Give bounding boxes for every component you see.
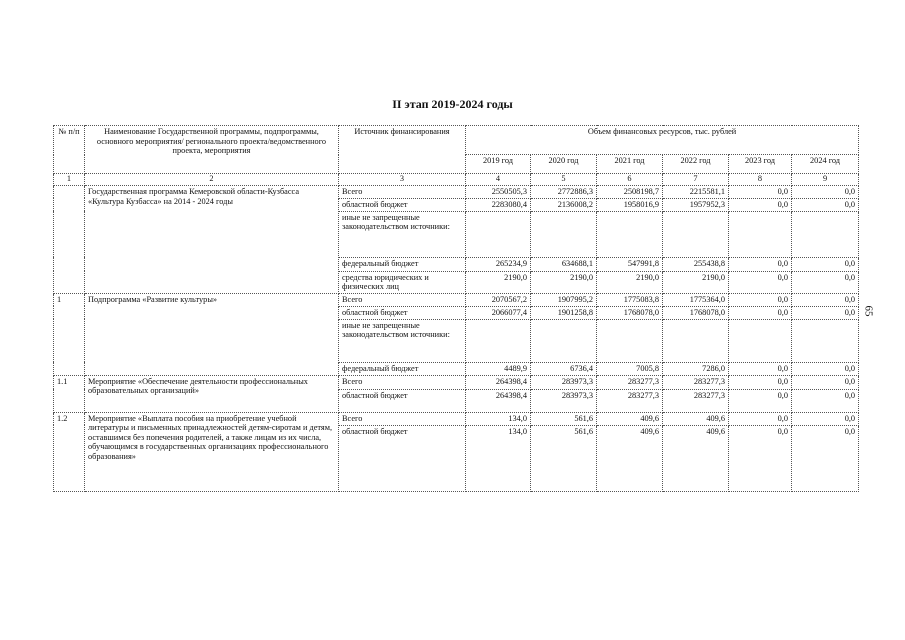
amount-cell [663, 319, 729, 362]
column-number: 1 [54, 174, 85, 186]
column-number: 2 [85, 174, 339, 186]
amount-cell: 2283080,4 [466, 198, 531, 211]
amount-cell: 409,6 [597, 425, 663, 491]
amount-cell: 2070567,2 [466, 293, 531, 306]
amount-cell: 264398,4 [466, 389, 531, 412]
funding-source: областной бюджет [339, 198, 466, 211]
amount-cell: 0,0 [792, 389, 859, 412]
amount-cell: 134,0 [466, 412, 531, 425]
funding-source: иные не запрещенные законодательством источники: [339, 211, 466, 257]
amount-cell: 561,6 [531, 425, 597, 491]
amount-cell: 0,0 [729, 257, 792, 271]
amount-cell: 0,0 [729, 362, 792, 375]
header-year: 2022 год [663, 155, 729, 174]
amount-cell: 0,0 [729, 198, 792, 211]
amount-cell: 2136008,2 [531, 198, 597, 211]
header-year: 2019 год [466, 155, 531, 174]
amount-cell: 2066077,4 [466, 306, 531, 319]
row-number: 1 [54, 293, 85, 375]
amount-cell: 134,0 [466, 425, 531, 491]
amount-cell: 561,6 [531, 412, 597, 425]
amount-cell: 1768078,0 [663, 306, 729, 319]
funding-source: федеральный бюджет [339, 257, 466, 271]
amount-cell [729, 211, 792, 257]
amount-cell [663, 211, 729, 257]
column-number: 7 [663, 174, 729, 186]
funding-source: областной бюджет [339, 425, 466, 491]
amount-cell: 634688,1 [531, 257, 597, 271]
amount-cell: 0,0 [792, 257, 859, 271]
amount-cell: 0,0 [729, 412, 792, 425]
amount-cell: 2215581,1 [663, 186, 729, 199]
amount-cell: 283973,3 [531, 375, 597, 389]
amount-cell: 409,6 [663, 412, 729, 425]
funding-source: Всего [339, 412, 466, 425]
page-number: 65 [862, 305, 875, 317]
funding-source: средства юридических и физических лиц [339, 271, 466, 293]
amount-cell: 265234,9 [466, 257, 531, 271]
amount-cell: 2190,0 [663, 271, 729, 293]
funding-source: Всего [339, 186, 466, 199]
amount-cell: 1958016,9 [597, 198, 663, 211]
amount-cell: 1775083,8 [597, 293, 663, 306]
amount-cell: 1957952,3 [663, 198, 729, 211]
amount-cell [531, 319, 597, 362]
table-row [54, 375, 859, 389]
column-number: 6 [597, 174, 663, 186]
amount-cell: 0,0 [792, 293, 859, 306]
header-name: Наименование Государственной программы, подпрограммы, основного мероприятия/ регионального проекта/ведомственного проекта, мероприятия [85, 126, 339, 174]
header-year: 2024 год [792, 155, 859, 174]
amount-cell: 0,0 [729, 293, 792, 306]
column-number: 9 [792, 174, 859, 186]
amount-cell: 6736,4 [531, 362, 597, 375]
column-number: 8 [729, 174, 792, 186]
amount-cell: 2190,0 [531, 271, 597, 293]
header-year: 2020 год [531, 155, 597, 174]
funding-source: областной бюджет [339, 389, 466, 412]
amount-cell: 0,0 [729, 389, 792, 412]
row-number [54, 186, 85, 294]
amount-cell: 7005,8 [597, 362, 663, 375]
amount-cell: 0,0 [792, 375, 859, 389]
amount-cell: 4489,9 [466, 362, 531, 375]
table-row [54, 293, 859, 306]
amount-cell: 1768078,0 [597, 306, 663, 319]
amount-cell: 0,0 [729, 186, 792, 199]
amount-cell [792, 211, 859, 257]
amount-cell: 0,0 [792, 425, 859, 491]
amount-cell: 264398,4 [466, 375, 531, 389]
amount-cell [466, 211, 531, 257]
amount-cell: 283277,3 [597, 375, 663, 389]
amount-cell [597, 211, 663, 257]
column-number: 5 [531, 174, 597, 186]
amount-cell: 2190,0 [466, 271, 531, 293]
amount-cell: 283277,3 [597, 389, 663, 412]
amount-cell: 0,0 [792, 306, 859, 319]
funding-source: Всего [339, 293, 466, 306]
column-number: 3 [339, 174, 466, 186]
funding-source: Всего [339, 375, 466, 389]
amount-cell: 0,0 [792, 362, 859, 375]
table-row [54, 412, 859, 425]
amount-cell: 1775364,0 [663, 293, 729, 306]
amount-cell: 547991,8 [597, 257, 663, 271]
amount-cell: 283277,3 [663, 375, 729, 389]
amount-cell: 2190,0 [597, 271, 663, 293]
amount-cell: 0,0 [729, 306, 792, 319]
table-row [54, 186, 859, 199]
amount-cell [466, 319, 531, 362]
header-year: 2021 год [597, 155, 663, 174]
amount-cell: 0,0 [729, 271, 792, 293]
funding-source: иные не запрещенные законодательством источники: [339, 319, 466, 362]
amount-cell: 0,0 [792, 186, 859, 199]
funding-source: федеральный бюджет [339, 362, 466, 375]
amount-cell: 0,0 [792, 198, 859, 211]
header-num: № п/п [54, 126, 85, 174]
amount-cell: 2508198,7 [597, 186, 663, 199]
amount-cell: 1901258,8 [531, 306, 597, 319]
amount-cell [729, 319, 792, 362]
amount-cell: 0,0 [792, 412, 859, 425]
amount-cell: 0,0 [729, 425, 792, 491]
row-number: 1.2 [54, 412, 85, 491]
amount-cell: 2772886,3 [531, 186, 597, 199]
header-year: 2023 год [729, 155, 792, 174]
amount-cell [597, 319, 663, 362]
program-name: Государственная программа Кемеровской области-Кузбасса «Культура Кузбасса» на 2014 - 2024 годы [85, 186, 339, 294]
column-number: 4 [466, 174, 531, 186]
header-source: Источник финансирования [339, 126, 466, 174]
amount-cell: 409,6 [597, 412, 663, 425]
header-volume: Объем финансовых ресурсов, тыс. рублей [466, 126, 859, 155]
amount-cell: 255438,8 [663, 257, 729, 271]
program-name: Мероприятие «Выплата пособия на приобретение учебной литературы и письменных принадлежностей детям-сиротам и детям, оставшимся без попечения родителей, а также лицам из их числа, обучающимся в государственных организациях профессионального образования» [85, 412, 339, 491]
budget-table [53, 125, 859, 492]
amount-cell: 1907995,2 [531, 293, 597, 306]
amount-cell: 0,0 [792, 271, 859, 293]
funding-source: областной бюджет [339, 306, 466, 319]
amount-cell: 7286,0 [663, 362, 729, 375]
page-title: II этап 2019-2024 годы [392, 97, 513, 111]
amount-cell: 2550505,3 [466, 186, 531, 199]
amount-cell: 409,6 [663, 425, 729, 491]
amount-cell [531, 211, 597, 257]
amount-cell: 283277,3 [663, 389, 729, 412]
program-name: Мероприятие «Обеспечение деятельности профессиональных образовательных организаций» [85, 375, 339, 412]
amount-cell [792, 319, 859, 362]
amount-cell: 283973,3 [531, 389, 597, 412]
row-number: 1.1 [54, 375, 85, 412]
program-name: Подпрограмма «Развитие культуры» [85, 293, 339, 375]
amount-cell: 0,0 [729, 375, 792, 389]
